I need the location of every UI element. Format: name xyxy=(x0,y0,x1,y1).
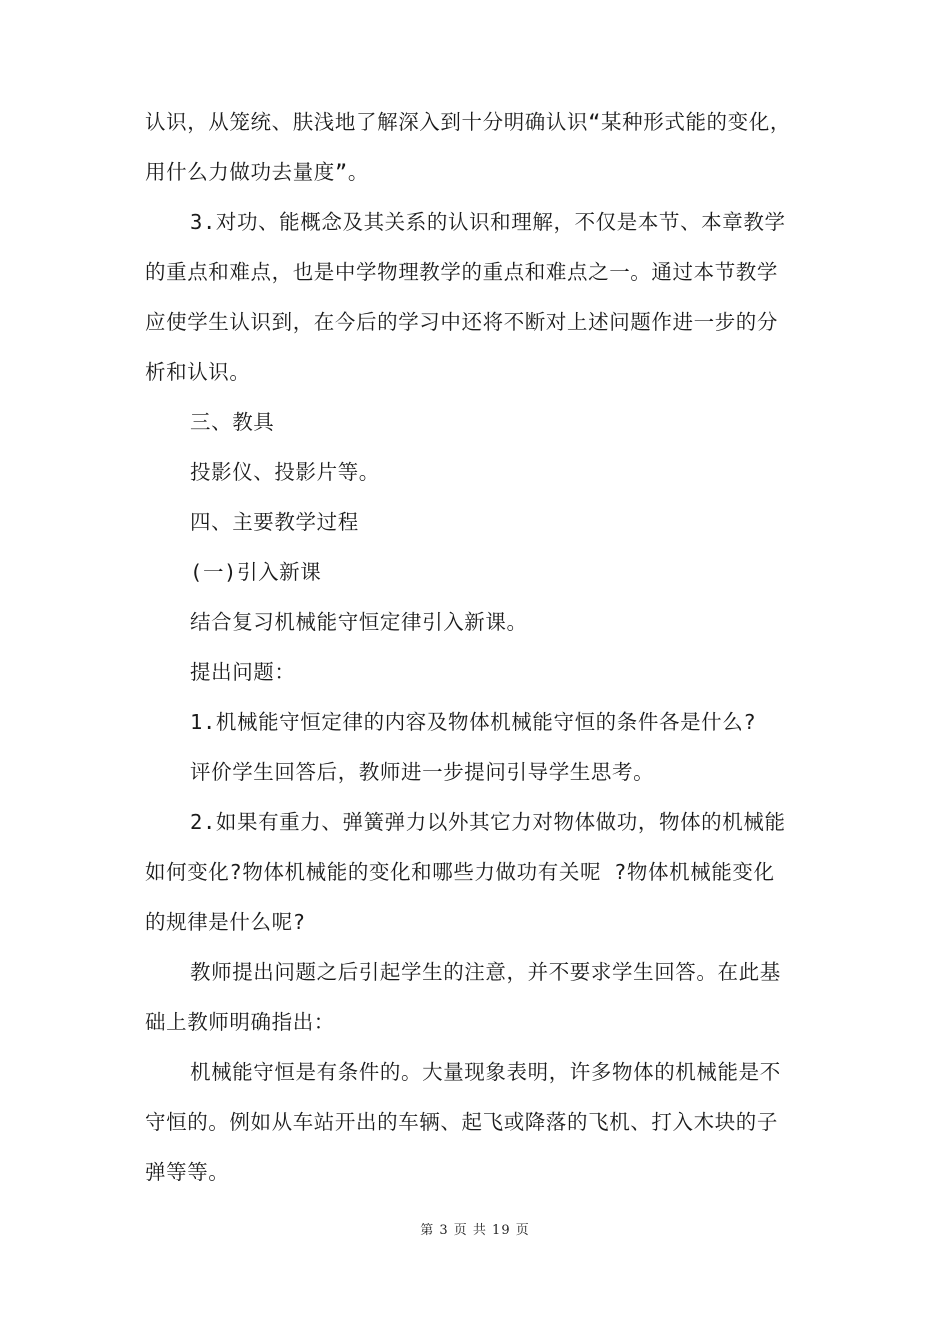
section-heading: 三、教具 xyxy=(190,410,275,434)
text-line: 结合复习机械能守恒定律引入新课。 xyxy=(190,610,528,634)
text-line: 析和认识。 xyxy=(145,360,251,384)
page-number-footer: 第 3 页 共 19 页 xyxy=(420,1223,530,1238)
text-line: 守恒的。例如从车站开出的车辆、起飞或降落的飞机、打入木块的子 xyxy=(145,1110,778,1134)
text-line: 提出问题： xyxy=(190,660,296,684)
text-line: 投影仪、投影片等。 xyxy=(190,460,380,484)
text-line: 3.对功、能概念及其关系的认识和理解，不仅是本节、本章教学 xyxy=(190,210,786,234)
text-line: 用什么力做功去量度”。 xyxy=(145,160,369,184)
text-line: 2.如果有重力、弹簧弹力以外其它力对物体做功，物体的机械能 xyxy=(190,810,786,834)
text-line: 础上教师明确指出： xyxy=(145,1010,335,1034)
text-line: 评价学生回答后，教师进一步提问引导学生思考。 xyxy=(190,760,655,784)
subsection-heading: (一)引入新课 xyxy=(190,560,322,584)
text-line: 应使学生认识到，在今后的学习中还将不断对上述问题作进一步的分 xyxy=(145,310,778,334)
text-line: 1.机械能守恒定律的内容及物体机械能守恒的条件各是什么? xyxy=(190,710,757,734)
text-line: 认识，从笼统、肤浅地了解深入到十分明确认识“某种形式能的变化， xyxy=(145,110,791,134)
text-line: 教师提出问题之后引起学生的注意，并不要求学生回答。在此基 xyxy=(190,960,781,984)
text-line: 机械能守恒是有条件的。大量现象表明，许多物体的机械能是不 xyxy=(190,1060,781,1084)
text-line: 的规律是什么呢? xyxy=(145,910,306,934)
section-heading: 四、主要教学过程 xyxy=(190,510,359,534)
text-line: 的重点和难点，也是中学物理教学的重点和难点之一。通过本节教学 xyxy=(145,260,778,284)
text-line: 如何变化?物体机械能的变化和哪些力做功有关呢 ?物体机械能变化 xyxy=(145,860,775,884)
text-line: 弹等等。 xyxy=(145,1160,230,1184)
